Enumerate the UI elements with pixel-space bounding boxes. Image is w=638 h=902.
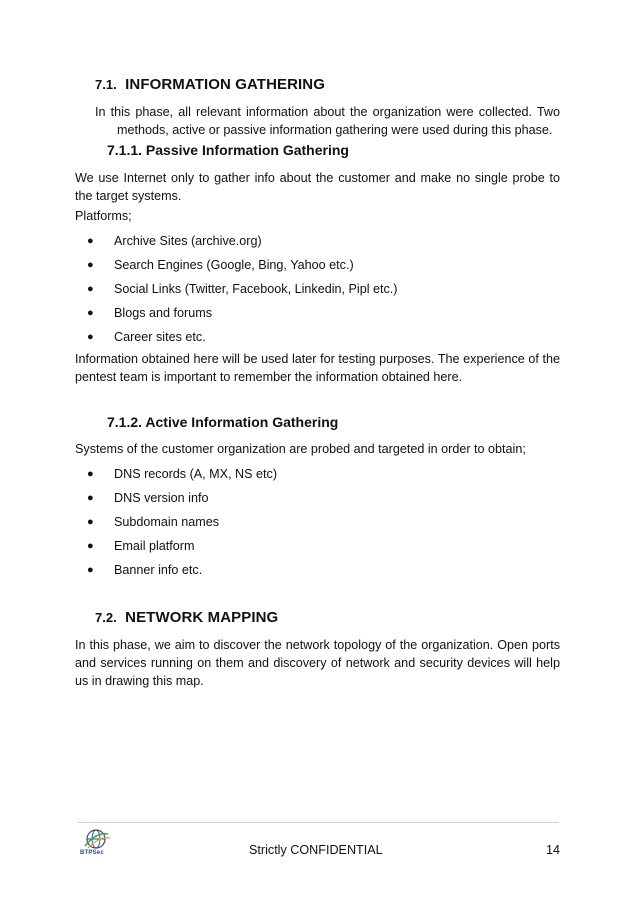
section-heading-7-2 [95, 609, 278, 627]
bullet-icon: ● [87, 331, 94, 343]
list-item: ● Search Engines (Google, Bing, Yahoo etc.) [75, 253, 398, 277]
logo-text: BTPSec [80, 850, 104, 856]
bullet-icon: ● [87, 516, 94, 528]
list-item: ● Banner info etc. [75, 558, 277, 582]
subsection-heading-passive: 7.1.1. Passive Information Gathering [107, 142, 349, 158]
passive-closing-paragraph: Information obtained here will be used later for testing purposes. The experience of the pentest team is important to remember the information obtained here. [75, 352, 560, 384]
footer-divider [78, 822, 559, 823]
platforms-label: Platforms; [75, 209, 132, 223]
list-item: ● Archive Sites (archive.org) [75, 229, 398, 253]
list-item: ● DNS version info [75, 486, 277, 510]
list-item: ● Blogs and forums [75, 301, 398, 325]
bullet-icon: ● [87, 259, 94, 271]
passive-bullet-list [75, 229, 398, 349]
section-heading-7-1 [95, 76, 325, 94]
globe-logo-icon [77, 828, 115, 852]
bullet-icon: ● [87, 492, 94, 504]
bullet-icon: ● [87, 307, 94, 319]
subsection-heading-active: 7.1.2. Active Information Gathering [107, 414, 339, 430]
list-item: ● Subdomain names [75, 510, 277, 534]
intro-line-2: methods, active or passive information gathering were used during this phase. [117, 123, 553, 137]
list-item: ● Career sites etc. [75, 325, 398, 349]
bullet-icon: ● [87, 235, 94, 247]
section-title: INFORMATION GATHERING [125, 76, 326, 93]
bullet-icon: ● [87, 283, 94, 295]
active-body-paragraph: Systems of the customer organization are probed and targeted in order to obtain; [75, 442, 526, 456]
section-title: NETWORK MAPPING [125, 609, 279, 626]
intro-line-1: In this phase, all relevant information about the organization were collected. Two [95, 105, 560, 119]
network-mapping-paragraph: In this phase, we aim to discover the network topology of the organization. Open ports and services running on them and discovery of network and security devices will help us in drawing this map. [75, 638, 560, 688]
page-number: 14 [546, 843, 561, 857]
list-item: ● Social Links (Twitter, Facebook, Linkedin, Pipl etc.) [75, 277, 398, 301]
bullet-icon: ● [87, 468, 94, 480]
confidentiality-label: Strictly CONFIDENTIAL [249, 843, 383, 857]
bullet-icon: ● [87, 540, 94, 552]
list-item: ● DNS records (A, MX, NS etc) [75, 462, 277, 486]
section-intro-paragraph [95, 103, 560, 139]
company-logo [77, 828, 115, 858]
section-number: 7.2. [95, 610, 117, 625]
passive-body-paragraph: We use Internet only to gather info about the customer and make no single probe to the target systems. [75, 171, 560, 203]
active-bullet-list [75, 462, 277, 582]
bullet-icon: ● [87, 564, 94, 576]
section-number: 7.1. [95, 77, 117, 92]
list-item: ● Email platform [75, 534, 277, 558]
